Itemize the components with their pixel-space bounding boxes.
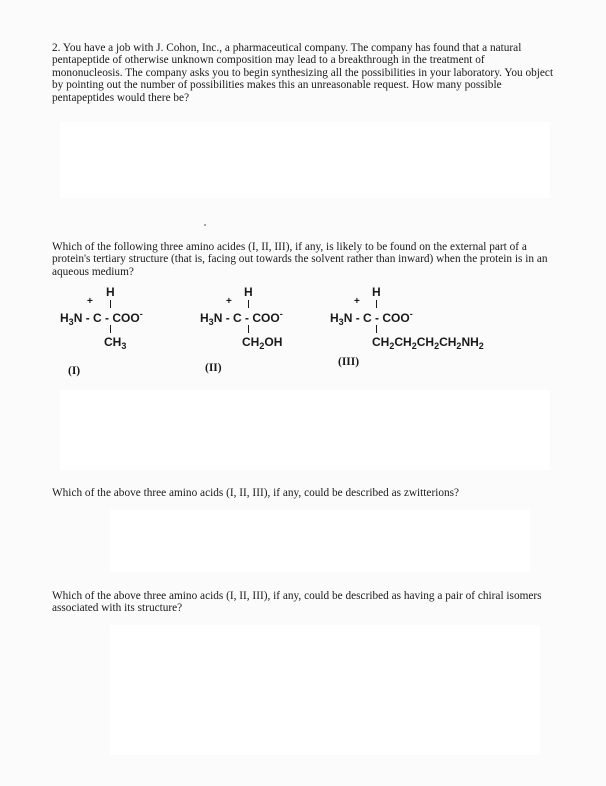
carboxylate-charge: - <box>139 309 143 319</box>
question-4-text: Which of the above three amino acids (I, II, III), if any, could be described as zwitterions? <box>52 487 460 499</box>
answer-area-q4 <box>110 510 530 572</box>
backbone: - C - COO <box>82 311 140 325</box>
amine-h: H <box>60 311 69 325</box>
side-chain-ch: CH <box>104 335 122 349</box>
label-i: (I) <box>68 365 81 377</box>
question-2-text: 2. You have a job with J. Cohon, Inc., a pharmaceutical company. The company has found that a natural pentapeptide of otherwise unknown composition may lead to a breakthrough in the treatment of mononucleosis. The company asks you to begin synthesizing all the possibilities in your laboratory. You object by pointing out the number of possibilities makes this an unreasonable request. How many possible pentapeptides would there be? <box>52 42 554 104</box>
structure-iii-lysine <box>330 285 540 355</box>
structure-i-alanine <box>60 285 190 355</box>
structure-ii-serine <box>200 285 330 355</box>
amine-charge: + <box>87 296 93 307</box>
answer-area-q3 <box>60 390 550 470</box>
side-chain <box>104 335 126 351</box>
answer-area-q5 <box>110 625 540 755</box>
side-chain-sub: 3 <box>121 341 127 351</box>
carboxylate-charge: - <box>279 309 283 319</box>
side-chain-oh: OH <box>264 335 283 349</box>
amine-n: N <box>343 311 353 325</box>
amine-h: H <box>330 311 339 325</box>
label-iii: (III) <box>338 356 360 368</box>
question-3-text: Which of the following three amino acides (I, II, III), if any, is likely to be found on the external part of a protein's tertiary structure (that is, facing out towards the solvent rather than inward) when the protein is in an aqueous medium? <box>52 241 548 278</box>
speck <box>204 224 206 226</box>
alpha-hydrogen: H <box>372 285 381 299</box>
bond-down <box>376 325 377 333</box>
carboxylate-charge: - <box>409 309 413 319</box>
label-ii: (II) <box>205 362 222 374</box>
side-chain <box>242 335 282 351</box>
bond-up <box>110 300 111 308</box>
amine-group <box>330 309 413 327</box>
side-chain-ch: CH <box>242 335 260 349</box>
answer-area-q2 <box>60 122 550 198</box>
amine-sub: 3 <box>338 317 344 327</box>
amine-n: N <box>213 311 223 325</box>
side-chain: $CH_2CH_2CH_2CH_2NH_2$ <box>372 335 484 351</box>
backbone: - C - COO <box>222 311 280 325</box>
question-5-text: Which of the above three amino acids (I, II, III), if any, could be described as having a pair of chiral isomers associated with its structure? <box>52 590 542 615</box>
alpha-hydrogen: H <box>106 285 115 299</box>
amine-n: N <box>73 311 83 325</box>
bond-up <box>248 300 249 308</box>
amine-charge: + <box>354 296 360 307</box>
backbone: - C - COO <box>352 311 410 325</box>
bond-down <box>248 325 249 333</box>
side-chain-sub: 2 <box>259 341 265 351</box>
amine-sub: 3 <box>68 317 74 327</box>
bond-up <box>376 300 377 308</box>
alpha-hydrogen: H <box>244 285 253 299</box>
amine-sub: 3 <box>208 317 214 327</box>
bond-down <box>110 325 111 333</box>
amine-group <box>60 309 143 327</box>
amine-group <box>200 309 283 327</box>
amine-h: H <box>200 311 209 325</box>
amine-charge: + <box>226 296 232 307</box>
